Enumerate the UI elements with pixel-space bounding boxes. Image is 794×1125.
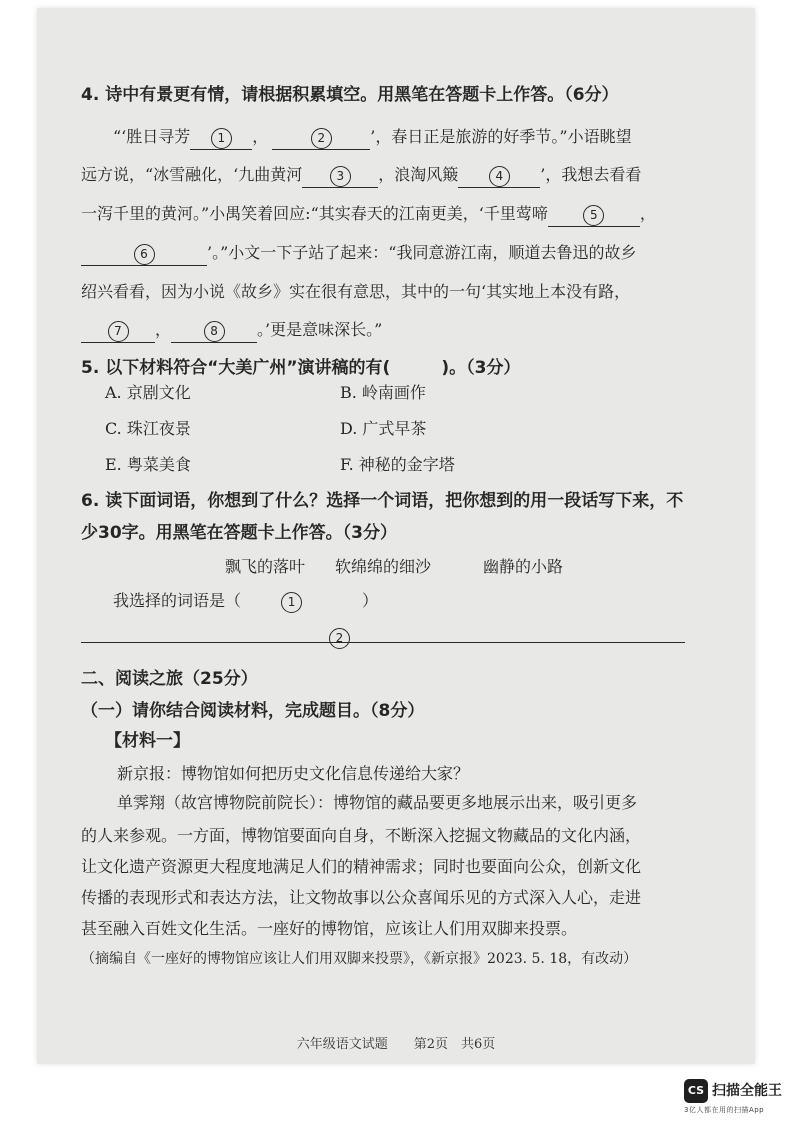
material-line: 甚至融入百姓文化生活。一座好的博物馆，应该让人们用双脚来投票。 [81, 919, 578, 938]
choose-line: 我选择的词语是（ 1 ） [113, 590, 378, 613]
blank-3 [302, 165, 378, 188]
material-1-label: 【材料一】 [105, 731, 190, 751]
exam-page [37, 8, 755, 1064]
material-question: 新京报：博物馆如何把历史文化信息传递给大家？ [117, 764, 470, 783]
blank-5 [548, 204, 640, 227]
blank-7 [81, 320, 155, 343]
option-f: F. 神秘的金字塔 [340, 455, 455, 474]
section-2-subtitle: （一）请你结合阅读材料，完成题目。（8分） [81, 701, 425, 721]
page-footer: 六年级语文试题 第2页 共6页 [296, 1037, 496, 1052]
blank-4 [458, 165, 540, 188]
option-b: B. 岭南画作 [340, 383, 426, 402]
blank-6 [81, 243, 207, 266]
scanner-tagline: 3亿人都在用的扫描App [684, 1106, 765, 1114]
q6-title-line-1: 6. 读下面词语，你想到了什么？选择一个词语，把你想到的用一段话写下来，不 [81, 491, 684, 511]
blank-number: 2 [329, 628, 350, 649]
q4-line-3: 一泻千里的黄河。”小禺笑着回应:“其实春天的江南更美，‘千里莺啼 5 ， [81, 203, 656, 227]
q4-title: 4. 诗中有景更有情，请根据积累填空。用黑笔在答题卡上作答。（6分） [81, 85, 619, 105]
blank-number: 1 [211, 128, 232, 149]
scanner-brand-name: 扫描全能王 [712, 1083, 782, 1099]
word-2: 软绵绵的细沙 [335, 557, 432, 576]
word-3: 幽静的小路 [483, 557, 564, 576]
q4-line-6: 7 ， 8 。’更是意味深长。” [81, 319, 382, 343]
q4-line-4: 6 ’。”小文一下子站了起来：“我同意游江南，顺道去鲁迅的故乡 [81, 242, 636, 266]
q4-line-2: 远方说，“冰雪融化，‘九曲黄河 3 ，浪淘风簸 4 ’，我想去看看 [81, 164, 641, 188]
option-d: D. 广式早茶 [340, 419, 427, 438]
word-1: 飘飞的落叶 [225, 557, 306, 576]
q4-line-5: 绍兴看看，因为小说《故乡》实在很有意思，其中的一句‘其实地上本没有路， [81, 282, 631, 301]
blank-number: 6 [134, 244, 155, 265]
material-line: 传播的表现形式和表达方法，让文物故事以公众喜闻乐见的方式深入人心，走进 [81, 888, 642, 907]
option-c: C. 珠江夜景 [105, 419, 191, 438]
section-2-title: 二、阅读之旅（25分） [81, 669, 258, 689]
material-line: 的人来参观。一方面，博物馆要面向自身，不断深入挖掘文物藏品的文化内涵， [81, 826, 642, 845]
material-line: 单霁翔（故宫博物院前院长）：博物馆的藏品要更多地展示出来，吸引更多 [117, 793, 638, 812]
blank-8 [171, 320, 257, 343]
blank-number: 5 [583, 205, 604, 226]
q6-title-line-2: 少30字。用黑笔在答题卡上作答。（3分） [81, 523, 397, 543]
material-source: （摘编自《一座好的博物馆应该让人们用双脚来投票》，《新京报》2023. 5. 18，有改动） [81, 951, 638, 967]
scanner-logo-icon: CS [684, 1079, 708, 1103]
scanner-watermark [684, 1077, 784, 1117]
material-line: 让文化遗产资源更大程度地满足人们的精神需求；同时也要面向公众，创新文化 [81, 857, 642, 876]
blank-number: 3 [330, 166, 351, 187]
blank-number: 1 [281, 592, 302, 613]
q4-line-1: “‘胜日寻芳 1 ， 2 ’，春日正是旅游的好季节。”小语眺望 [113, 126, 632, 150]
answer-line [81, 642, 685, 643]
q5-title: 5. 以下材料符合“大美广州”演讲稿的有( )。（3分） [81, 358, 521, 378]
option-a: A. 京剧文化 [105, 383, 191, 402]
blank-number: 2 [311, 128, 332, 149]
blank-number: 8 [204, 321, 225, 342]
blank-2 [272, 127, 370, 150]
option-e: E. 粤菜美食 [105, 455, 191, 474]
blank-number: 4 [489, 166, 510, 187]
blank-1 [190, 127, 252, 150]
blank-number: 7 [108, 321, 129, 342]
